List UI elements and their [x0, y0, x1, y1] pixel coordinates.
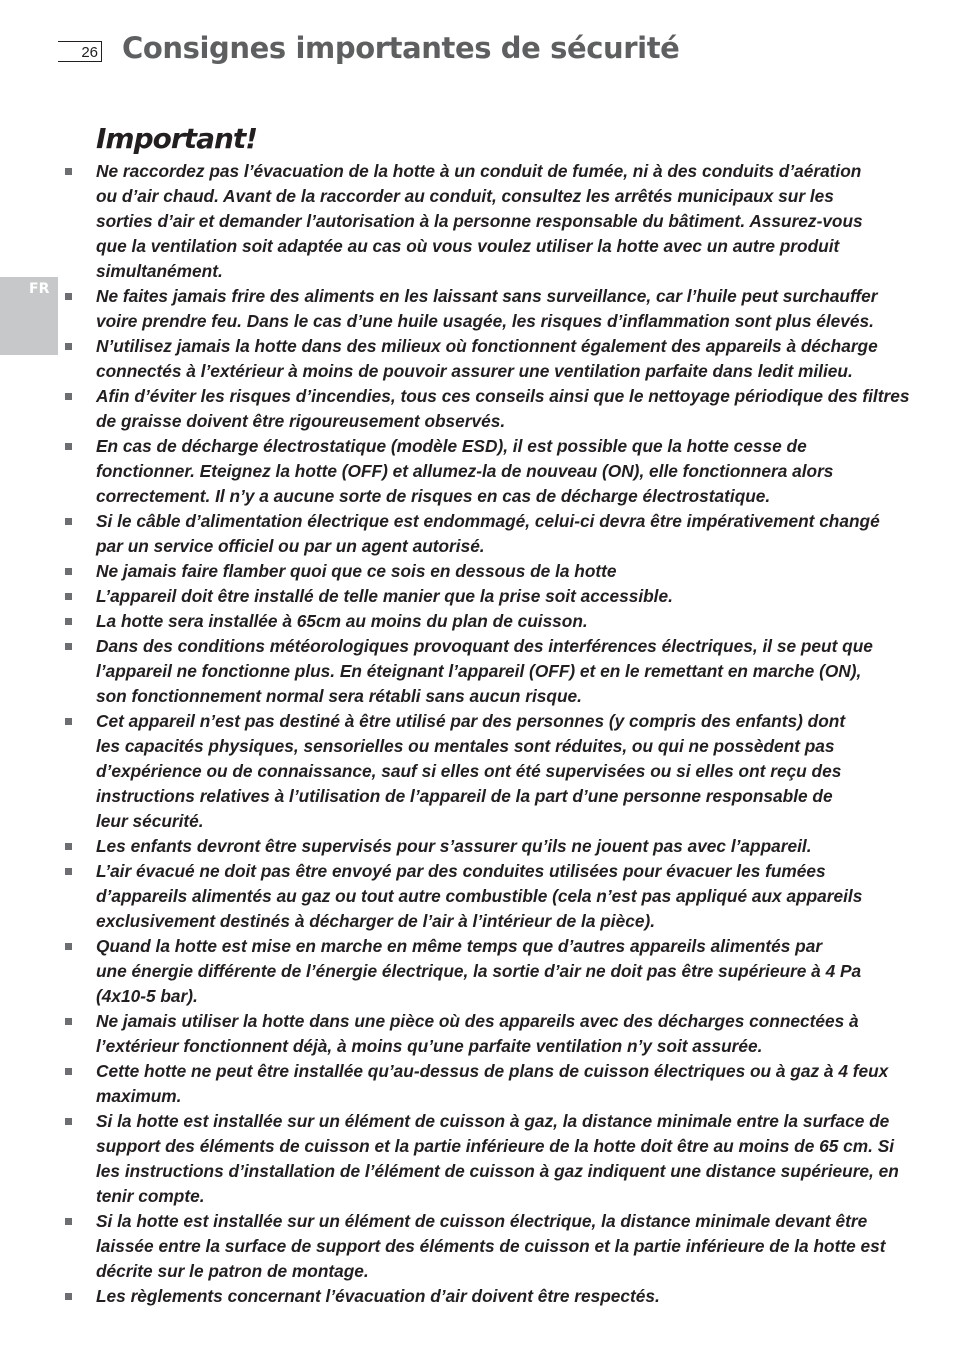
page-title: Consignes importantes de sécurité — [122, 31, 680, 65]
safety-list — [0, 159, 954, 1309]
square-bullet-icon — [65, 1293, 72, 1300]
list-item — [0, 159, 954, 284]
list-item-text-line: Quand la hotte est mise en marche en même temps que d’autres appareils alimentés par — [96, 936, 823, 956]
list-item — [0, 1059, 954, 1109]
list-item-text-line: support des éléments de cuisson et la partie inférieure de la hotte doit être au moins de 65 cm. Si — [96, 1136, 895, 1156]
square-bullet-icon — [65, 443, 72, 450]
list-item-text-line: par un service officiel ou par un agent autorisé. — [96, 536, 485, 556]
list-item — [0, 559, 954, 584]
list-item-text-line: Ne jamais utiliser la hotte dans une pièce où des appareils avec des décharges connectées à — [96, 1011, 859, 1031]
list-item-text-line: En cas de décharge électrostatique (modèle ESD), il est possible que la hotte cesse de — [96, 436, 807, 456]
list-item-text-line: fonctionner. Eteignez la hotte (OFF) et allumez-la de nouveau (ON), elle fonctionnera alors — [96, 461, 834, 481]
list-item-text-line: de graisse doivent être rigoureusement observés. — [96, 411, 506, 431]
square-bullet-icon — [65, 168, 72, 175]
square-bullet-icon — [65, 1118, 72, 1125]
list-item-text-line: Si la hotte est installée sur un élément de cuisson à gaz, la distance minimale entre la surface de — [96, 1111, 890, 1131]
list-item-text-line: Ne jamais faire flamber quoi que ce sois en dessous de la hotte — [96, 561, 617, 581]
page-number: 26 — [58, 41, 102, 62]
square-bullet-icon — [65, 718, 72, 725]
list-item-text-line: Ne raccordez pas l’évacuation de la hotte à un conduit de fumée, ni à des conduits d’aération — [96, 161, 862, 181]
list-item-text-line: l’appareil ne fonctionne plus. En éteignant l’appareil (OFF) et en le remettant en marche (ON), — [96, 661, 862, 681]
list-item-text-line: simultanément. — [96, 261, 223, 281]
square-bullet-icon — [65, 568, 72, 575]
square-bullet-icon — [65, 868, 72, 875]
square-bullet-icon — [65, 943, 72, 950]
list-item-text-line: tenir compte. — [96, 1186, 205, 1206]
list-item-text-line: L’appareil doit être installé de telle manier que la prise soit accessible. — [96, 586, 673, 606]
square-bullet-icon — [65, 1218, 72, 1225]
list-item-text-line: Cette hotte ne peut être installée qu’au-dessus de plans de cuisson électriques ou à gaz à 4 feux — [96, 1061, 889, 1081]
list-item — [0, 1109, 954, 1209]
language-tab-label: FR — [29, 281, 50, 297]
list-item-text-line: connectés à l’extérieur à moins de pouvoir assurer une ventilation parfaite dans ledit milieu. — [96, 361, 853, 381]
list-item-text-line: son fonctionnement normal sera rétabli sans aucun risque. — [96, 686, 582, 706]
list-item — [0, 509, 954, 559]
list-item — [0, 584, 954, 609]
list-item-text-line: d’appareils alimentés au gaz ou tout autre combustible (cela n’est pas appliqué aux appareils — [96, 886, 863, 906]
list-item-text-line: maximum. — [96, 1086, 182, 1106]
square-bullet-icon — [65, 1018, 72, 1025]
list-item-text-line: Cet appareil n’est pas destiné à être utilisé par des personnes (y compris des enfants) dont — [96, 711, 846, 731]
square-bullet-icon — [65, 843, 72, 850]
list-item — [0, 284, 954, 334]
list-item-text-line: L’air évacué ne doit pas être envoyé par des conduites utilisées pour évacuer les fumées — [96, 861, 826, 881]
list-item-text-line: l’extérieur fonctionnent déjà, à moins qu’une parfaite ventilation n’y soit assurée. — [96, 1036, 763, 1056]
list-item-text-line: voire prendre feu. Dans le cas d’une huile usagée, les risques d’inflammation sont plus élevés. — [96, 311, 874, 331]
list-item — [0, 834, 954, 859]
list-item-text-line: les instructions d’installation de l’élément de cuisson à gaz indiquent une distance supérieure, en — [96, 1161, 899, 1181]
list-item-text-line: laissée entre la surface de support des éléments de cuisson et la partie inférieure de la hotte est — [96, 1236, 886, 1256]
list-item-text-line: sorties d’air et demander l’autorisation à la personne responsable du bâtiment. Assurez-vous — [96, 211, 863, 231]
list-item-text-line: exclusivement destinés à décharger de l’air à l’intérieur de la pièce). — [96, 911, 655, 931]
section-heading: Important! — [96, 122, 258, 155]
list-item-text-line: N’utilisez jamais la hotte dans des milieux où fonctionnent également des appareils à décharge — [96, 336, 878, 356]
square-bullet-icon — [65, 593, 72, 600]
list-item — [0, 384, 954, 434]
list-item-text-line: correctement. Il n’y a aucune sorte de risques en cas de décharge électrostatique. — [96, 486, 771, 506]
list-item-text-line: leur sécurité. — [96, 811, 204, 831]
list-item — [0, 634, 954, 709]
list-item — [0, 859, 954, 934]
list-item-text-line: Ne faites jamais frire des aliments en les laissant sans surveillance, car l’huile peut surchauffer — [96, 286, 878, 306]
list-item-text-line: une énergie différente de l’énergie électrique, la sortie d’air ne doit pas être supérieure à 4 Pa — [96, 961, 862, 981]
list-item-text-line: instructions relatives à l’utilisation de l’appareil de la part d’une personne responsable de — [96, 786, 833, 806]
square-bullet-icon — [65, 393, 72, 400]
list-item-text-line: La hotte sera installée à 65cm au moins du plan de cuisson. — [96, 611, 588, 631]
list-item — [0, 934, 954, 1009]
list-item-text-line: Si le câble d’alimentation électrique est endommagé, celui-ci devra être impérativement changé — [96, 511, 880, 531]
list-item-text-line: Si la hotte est installée sur un élément de cuisson électrique, la distance minimale devant être — [96, 1211, 868, 1231]
square-bullet-icon — [65, 1068, 72, 1075]
list-item-text-line: ou d’air chaud. Avant de la raccorder au conduit, consultez les arrêtés municipaux sur les — [96, 186, 834, 206]
list-item-text-line: Les enfants devront être supervisés pour s’assurer qu’ils ne jouent pas avec l’appareil. — [96, 836, 812, 856]
list-item — [0, 434, 954, 509]
list-item — [0, 1209, 954, 1284]
list-item-text-line: que la ventilation soit adaptée au cas où vous voulez utiliser la hotte avec un autre produit — [96, 236, 840, 256]
list-item-text-line: les capacités physiques, sensorielles ou mentales sont réduites, ou qui ne possèdent pas — [96, 736, 835, 756]
list-item-text-line: décrite sur le patron de montage. — [96, 1261, 369, 1281]
list-item-text-line: (4x10-5 bar). — [96, 986, 198, 1006]
square-bullet-icon — [65, 293, 72, 300]
list-item-text-line: Les règlements concernant l’évacuation d’air doivent être respectés. — [96, 1286, 660, 1306]
list-item-text-line: Afin d’éviter les risques d’incendies, tous ces conseils ainsi que le nettoyage périodique des filtres — [96, 386, 910, 406]
list-item — [0, 1009, 954, 1059]
list-item-text-line: d’expérience ou de connaissance, sauf si elles ont été supervisées ou si elles ont reçu des — [96, 761, 842, 781]
square-bullet-icon — [65, 518, 72, 525]
square-bullet-icon — [65, 618, 72, 625]
square-bullet-icon — [65, 343, 72, 350]
list-item — [0, 334, 954, 384]
square-bullet-icon — [65, 643, 72, 650]
list-item-text-line: Dans des conditions météorologiques provoquant des interférences électriques, il se peut que — [96, 636, 873, 656]
list-item — [0, 709, 954, 834]
list-item — [0, 1284, 954, 1309]
list-item — [0, 609, 954, 634]
